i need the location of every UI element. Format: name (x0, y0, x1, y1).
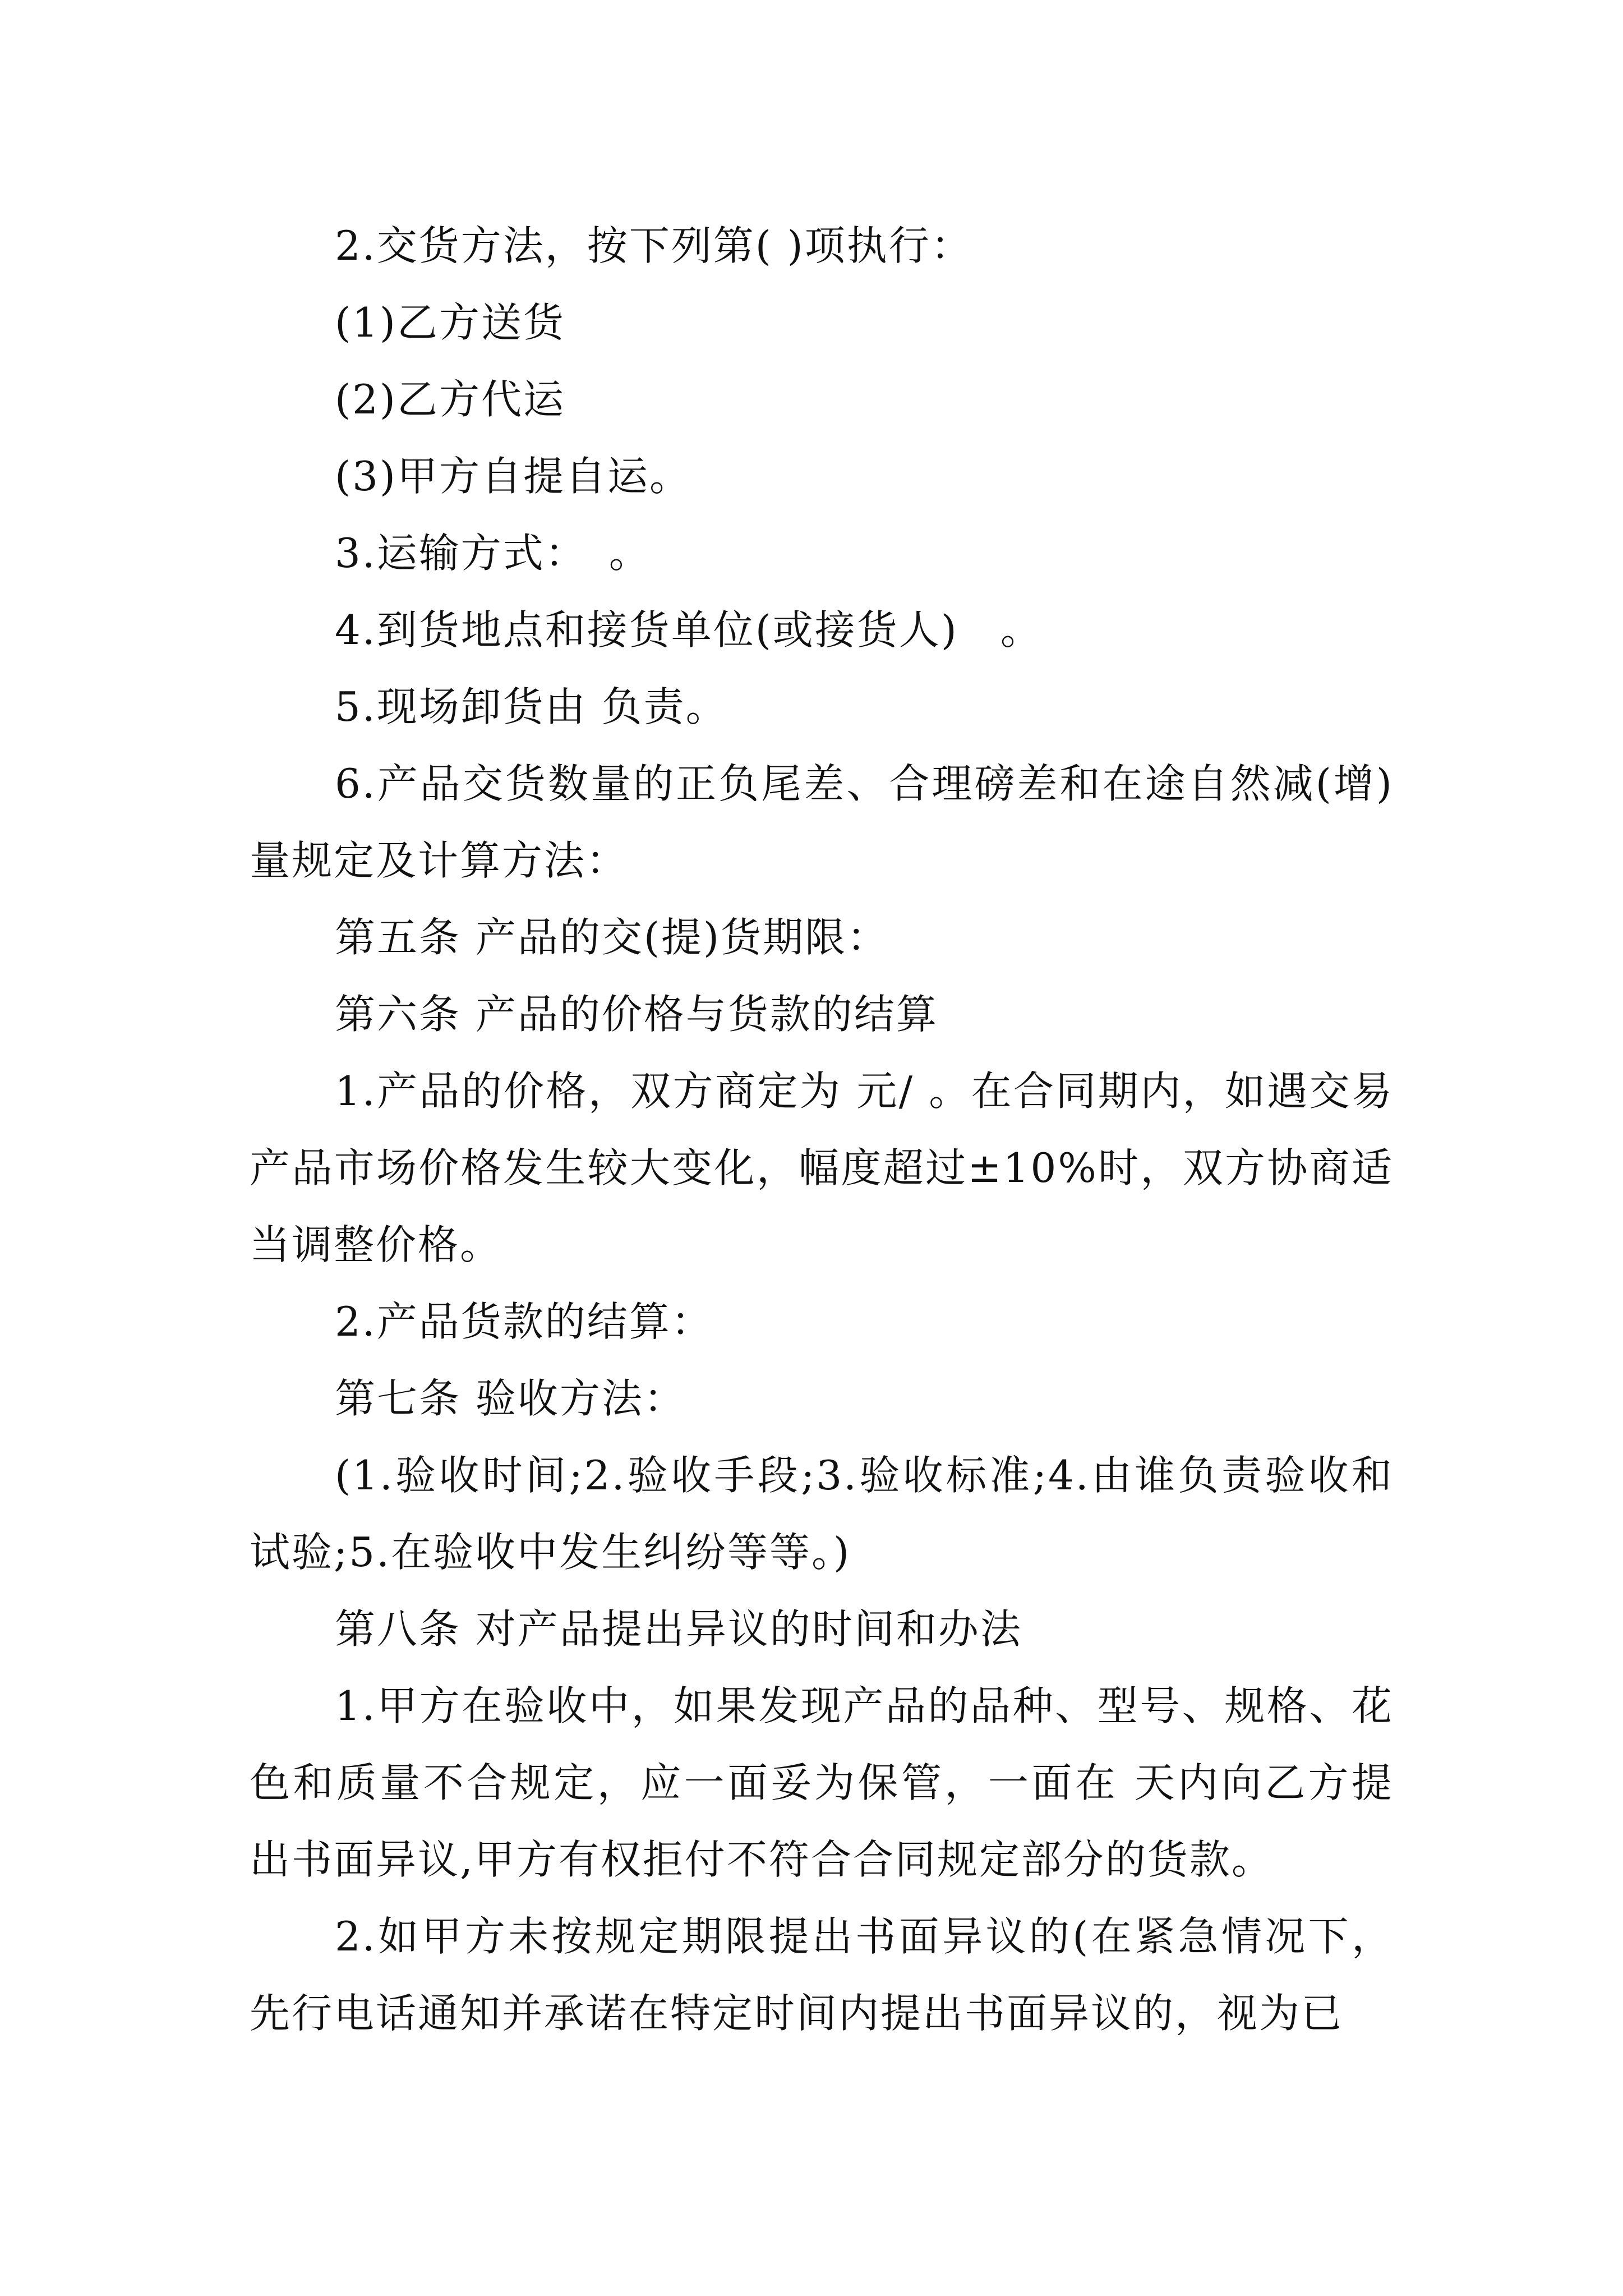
paragraph-option-2: (2)乙方代运 (335, 376, 565, 423)
paragraph-delivery-method: 2.交货方法，按下列第( )项执行： (335, 222, 973, 269)
paragraph-option-1: (1)乙方送货 (335, 299, 565, 346)
paragraph-unloading: 5.现场卸货由 负责。 (335, 683, 728, 730)
paragraph-delivery-location: 4.到货地点和接货单位(或接货人) 。 (335, 606, 1043, 654)
contract-body (250, 208, 1394, 2052)
paragraph-option-3: (3)甲方自提自运。 (335, 453, 691, 500)
article-6-heading: 第六条 产品的价格与货款的结算 (335, 991, 938, 1038)
article-5-heading: 第五条 产品的交(提)货期限： (335, 914, 889, 961)
paragraph-price: 1.产品的价格，双方商定为 元/ 。在合同期内，如遇交易产品市场价格发生较大变化，幅度超过±10%时，双方协商适当调整价格。 (250, 1068, 1394, 1268)
article-8-heading: 第八条 对产品提出异议的时间和办法 (335, 1605, 1022, 1653)
paragraph-quantity-tolerance: 6.产品交货数量的正负尾差、合理磅差和在途自然减(增)量规定及计算方法： (250, 760, 1394, 884)
article-7-heading: 第七条 验收方法： (335, 1375, 686, 1422)
paragraph-objection-2: 2.如甲方未按规定期限提出书面异议的(在紧急情况下，先行电话通知并承诺在特定时间内提出书面异议的，视为已 (250, 1913, 1394, 2037)
paragraph-objection-1: 1.甲方在验收中，如果发现产品的品种、型号、规格、花色和质量不合规定，应一面妥为保管，一面在 天内向乙方提出书面异议,甲方有权拒付不符合合同规定部分的货款。 (250, 1682, 1394, 1883)
paragraph-inspection-details: (1.验收时间;2.验收手段;3.验收标准;4.由谁负责验收和试验;5.在验收中发生纠纷等等。) (250, 1452, 1394, 1576)
paragraph-transport-method: 3.运输方式： 。 (335, 530, 651, 577)
paragraph-settlement: 2.产品货款的结算： (335, 1298, 713, 1345)
